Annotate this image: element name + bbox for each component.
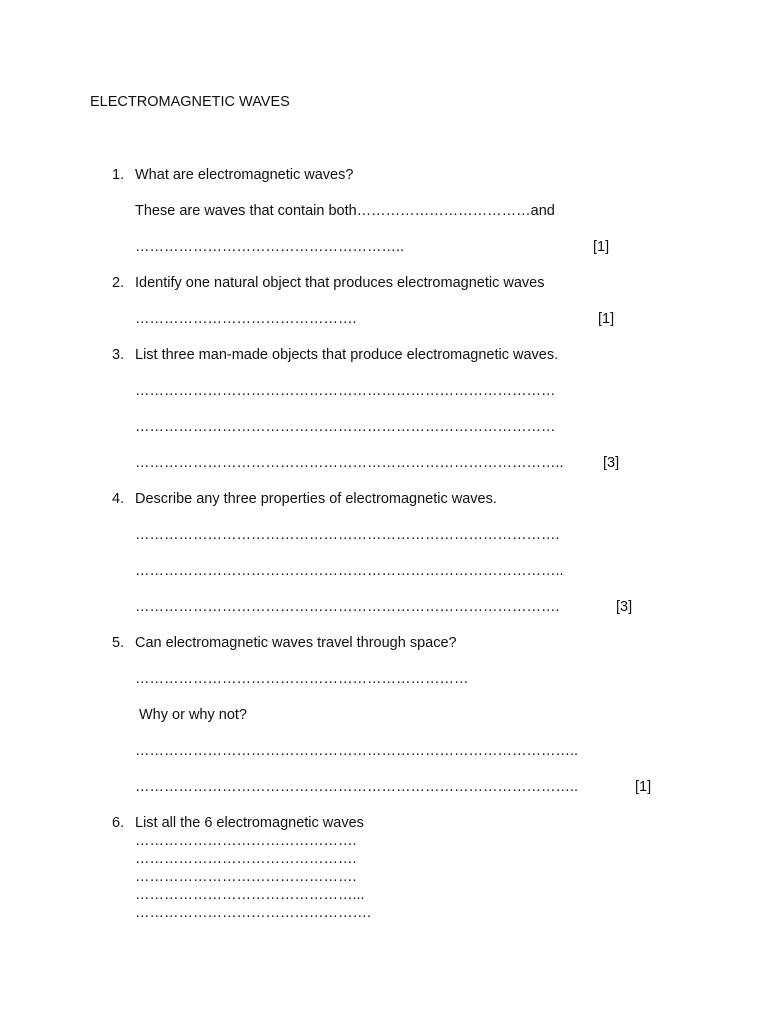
answer-line: …………………………………………………………………………….. (135, 563, 564, 579)
question-text: Identify one natural object that produces electromagnetic waves (135, 275, 545, 291)
question-number: 6. (112, 815, 125, 831)
mark-allocation: [3] (603, 455, 620, 471)
mark-allocation: [3] (616, 599, 633, 615)
answer-line: …………………………………………………………………………….. (135, 455, 564, 471)
answer-line: ………………………………………. (135, 311, 357, 327)
question-text: Describe any three properties of electromagnetic waves. (135, 491, 497, 507)
question-number: 1. (112, 167, 125, 183)
answer-line: ……………………………………………………………………………….. (135, 743, 579, 759)
mark-allocation: [1] (635, 779, 652, 795)
answer-line: These are waves that contain both………………………………and (135, 203, 555, 219)
answer-line: ………………………………………... (135, 887, 365, 903)
question-number: 4. (112, 491, 125, 507)
answer-line: ……………………………………………….. (135, 239, 405, 255)
answer-line: ……………………………………………………………………………. (135, 599, 560, 615)
question-text: List all the 6 electromagnetic waves (135, 815, 364, 831)
answer-line: ………………………………………. (135, 869, 357, 885)
answer-line: …………………………………………………………………………… (135, 383, 556, 399)
question-text: What are electromagnetic waves? (135, 167, 354, 183)
answer-line: ………………………………………. (135, 851, 357, 867)
answer-line: …………………………………………. (135, 905, 372, 921)
answer-line: ……………………………………………………………………………. (135, 527, 560, 543)
question-number: 2. (112, 275, 125, 291)
question-number: 3. (112, 347, 125, 363)
question-number: 5. (112, 635, 125, 651)
sub-question-text: Why or why not? (139, 707, 247, 723)
mark-allocation: [1] (593, 239, 610, 255)
mark-allocation: [1] (598, 311, 615, 327)
answer-line: …………………………………………………………… (135, 671, 469, 687)
page-title: ELECTROMAGNETIC WAVES (90, 94, 290, 110)
question-text: List three man-made objects that produce electromagnetic waves. (135, 347, 559, 363)
answer-line: …………………………………………………………………………… (135, 419, 556, 435)
answer-line: ……………………………………………………………………………….. (135, 779, 579, 795)
answer-line: ………………………………………. (135, 833, 357, 849)
question-text: Can electromagnetic waves travel through space? (135, 635, 457, 651)
